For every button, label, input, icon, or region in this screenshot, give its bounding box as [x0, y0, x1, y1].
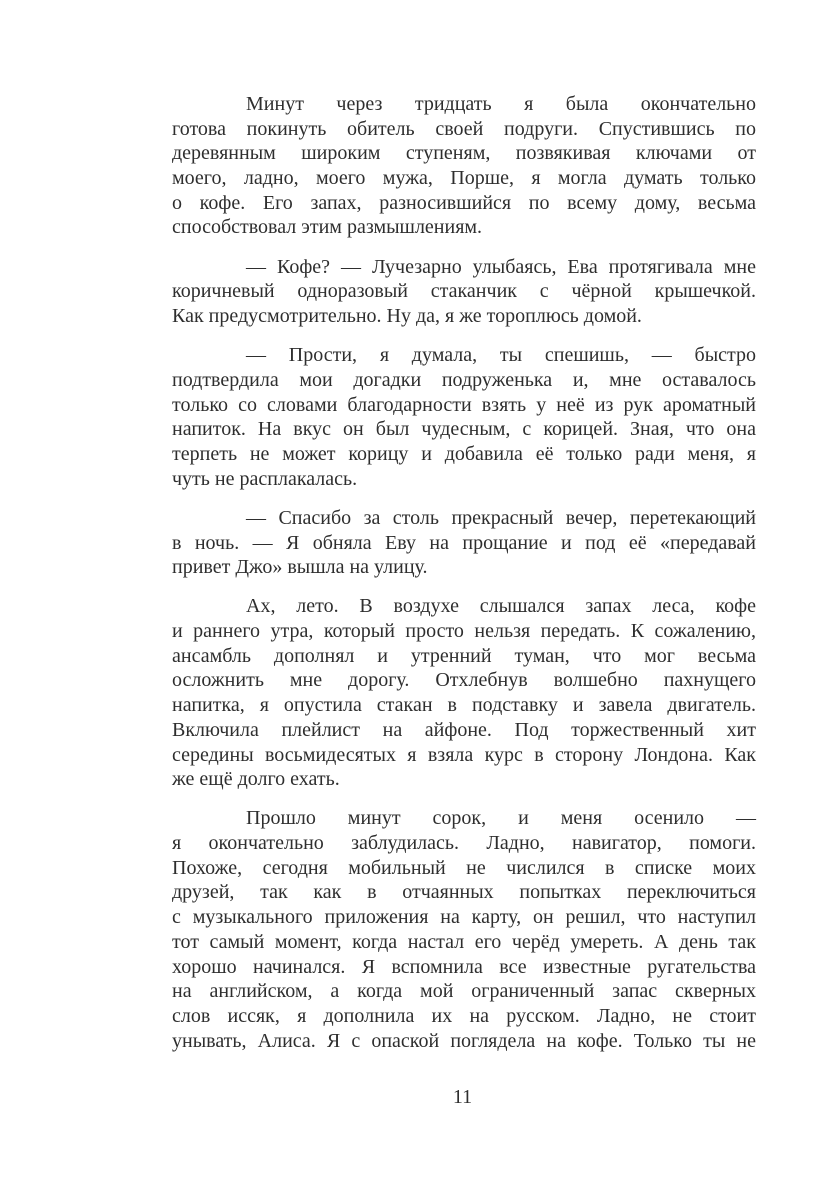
text-line: напитка, я опустила стакан в подставку и завела двигатель.: [172, 694, 756, 717]
paragraph: [172, 806, 756, 1053]
text-line: Минут через тридцать я была окончательно: [246, 93, 756, 115]
text-line: подтвердила мои догадки подруженька и, мне оставалось: [172, 368, 756, 391]
text-line: слов иссяк, я дополнила их на русском. Ладно, не стоит: [172, 1004, 756, 1027]
text-line: в ночь. — Я обняла Еву на прощание и под её «передавай: [172, 531, 756, 554]
text-line: Как предусмотрительно. Ну да, я же тороплюсь домой.: [172, 305, 642, 327]
text-line: только со словами благодарности взять у неё из рук ароматный: [172, 393, 756, 416]
text-line: Включила плейлист на айфоне. Под торжественный хит: [172, 718, 756, 741]
text-line: деревянным широким ступеням, позвякивая ключами от: [172, 142, 756, 165]
text-line: напиток. На вкус он был чудесным, с корицей. Зная, что она: [172, 418, 756, 441]
text-line: тот самый момент, когда настал его черёд умереть. А день так: [172, 930, 756, 953]
book-page-text: [172, 92, 756, 1068]
text-line: привет Джо» вышла на улицу.: [172, 556, 428, 579]
text-line: — Спасибо за столь прекрасный вечер, перетекающий: [246, 506, 756, 529]
text-line: Прошло минут сорок, и меня осенило —: [246, 807, 756, 830]
text-line: хорошо начинался. Я вспомнила все известные ругательства: [172, 955, 756, 978]
text-line: середины восьмидесятых я взяла курс в сторону Лондона. Как: [172, 743, 756, 766]
paragraph: [172, 506, 756, 580]
text-line: готова покинуть обитель своей подруги. Спустившись по: [172, 117, 756, 140]
paragraph: [172, 255, 756, 329]
text-line: осложнить мне дорогу. Отхлебнув волшебно пахнущего: [172, 669, 756, 692]
text-line: коричневый одноразовый стаканчик с чёрной крышечкой.: [172, 280, 756, 303]
text-line: я окончательно заблудилась. Ладно, навигатор, помоги.: [172, 832, 756, 855]
text-line: же ещё долго ехать.: [172, 768, 340, 791]
text-line: терпеть не может корицу и добавила её только ради меня, я: [172, 442, 756, 465]
text-line: — Кофе? — Лучезарно улыбаясь, Ева протягивала мне: [246, 255, 756, 278]
text-line: способствовал этим размышлениям.: [172, 216, 483, 239]
text-line: и раннего утра, который просто нельзя передать. К сожалению,: [172, 620, 756, 643]
text-line: унывать, Алиса. Я с опаской поглядела на кофе. Только ты не: [172, 1029, 756, 1052]
text-line: с музыкального приложения на карту, он решил, что наступил: [172, 906, 756, 929]
paragraph: [172, 92, 756, 240]
text-line: — Прости, я думала, ты спешишь, — быстро: [246, 344, 756, 367]
text-line: Похоже, сегодня мобильный не числился в списке моих: [172, 856, 756, 879]
paragraph: [172, 594, 756, 792]
text-line: чуть не расплакалась.: [172, 467, 358, 490]
text-line: на английском, а когда мой ограниченный запас скверных: [172, 980, 756, 1003]
text-line: Ах, лето. В воздухе слышался запах леса, кофе: [246, 595, 756, 618]
text-line: о кофе. Его запах, разносившийся по всему дому, весьма: [172, 191, 756, 214]
text-line: моего, ладно, моего мужа, Порше, я могла думать только: [172, 167, 756, 190]
page-number: 11: [452, 1086, 473, 1108]
text-line: друзей, так как в отчаянных попытках переключиться: [172, 881, 756, 904]
paragraph: [172, 343, 756, 491]
text-line: ансамбль дополнял и утренний туман, что мог весьма: [172, 644, 756, 667]
